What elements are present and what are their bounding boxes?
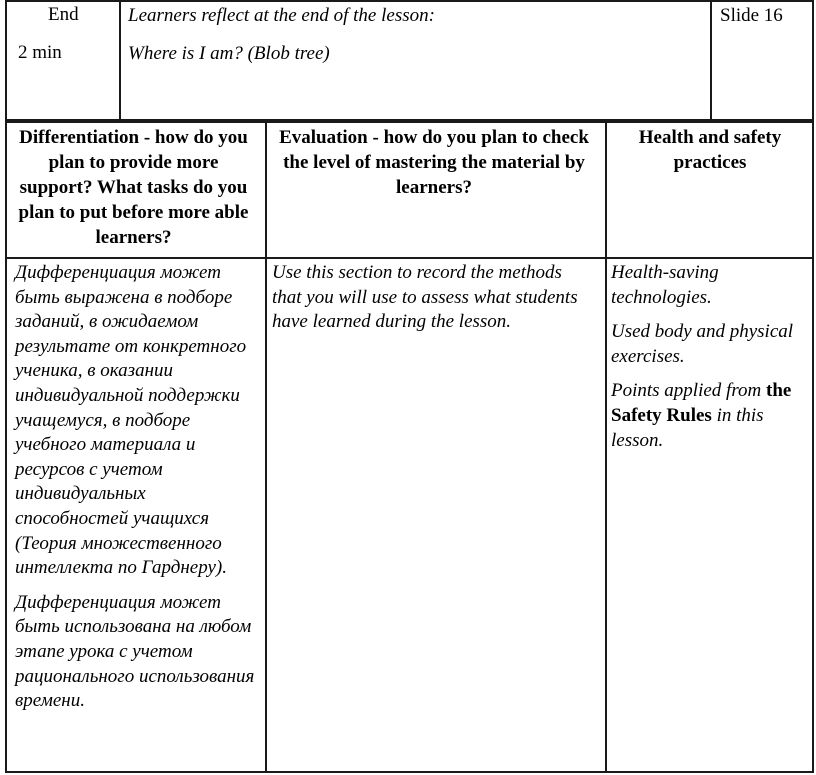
health-p3-post: this lesson. <box>611 404 764 451</box>
stage-label: End <box>48 4 79 25</box>
health-content <box>611 261 809 463</box>
health-safety-header: Health and safety practices <box>638 127 782 173</box>
activity-text-line2: Where is I am? (Blob tree) <box>128 43 330 64</box>
stage-duration: 2 min <box>18 42 62 63</box>
health-p3-pre: Points applied from <box>611 380 762 402</box>
evaluation-content: Use this section to record the methods that you will use to assess what students have learned during the lesson. <box>272 262 578 333</box>
health-paragraph-2: Used body and physical exercises. <box>611 321 794 367</box>
resource-slide-label: Slide 16 <box>720 5 783 26</box>
activity-text-line1: Learners reflect at the end of the lesson: <box>128 5 435 26</box>
evaluation-header: Evaluation - how do you plan to check the level of mastering the material by learners? <box>279 127 589 198</box>
safety-rules-text: the Safety Rules <box>611 380 792 426</box>
differentiation-header: Differentiation - how do you plan to provide more support? What tasks do you plan to put before more able learners? <box>18 127 249 248</box>
health-p3-mid: in <box>716 404 732 426</box>
health-paragraph-1: Health-saving technologies. <box>611 262 719 308</box>
differentiation-paragraph-1: Дифференциация может быть выражена в подборе заданий, в ожидаемом результате от конкретного ученика, в оказании индивидуальной поддержки учащемуся, в подборе учебного материала и ресурсов с учетом индивидуальных способностей учащихся (Теория множественного интеллекта по Гарднеру). <box>15 262 247 579</box>
differentiation-paragraph-2: Дифференциация может быть использована на любом этапе урока с учетом рационального использования времени. <box>15 591 255 712</box>
health-paragraph-3 <box>611 379 809 453</box>
evaluation-content-cell <box>266 258 606 772</box>
differentiation-content <box>15 261 260 724</box>
